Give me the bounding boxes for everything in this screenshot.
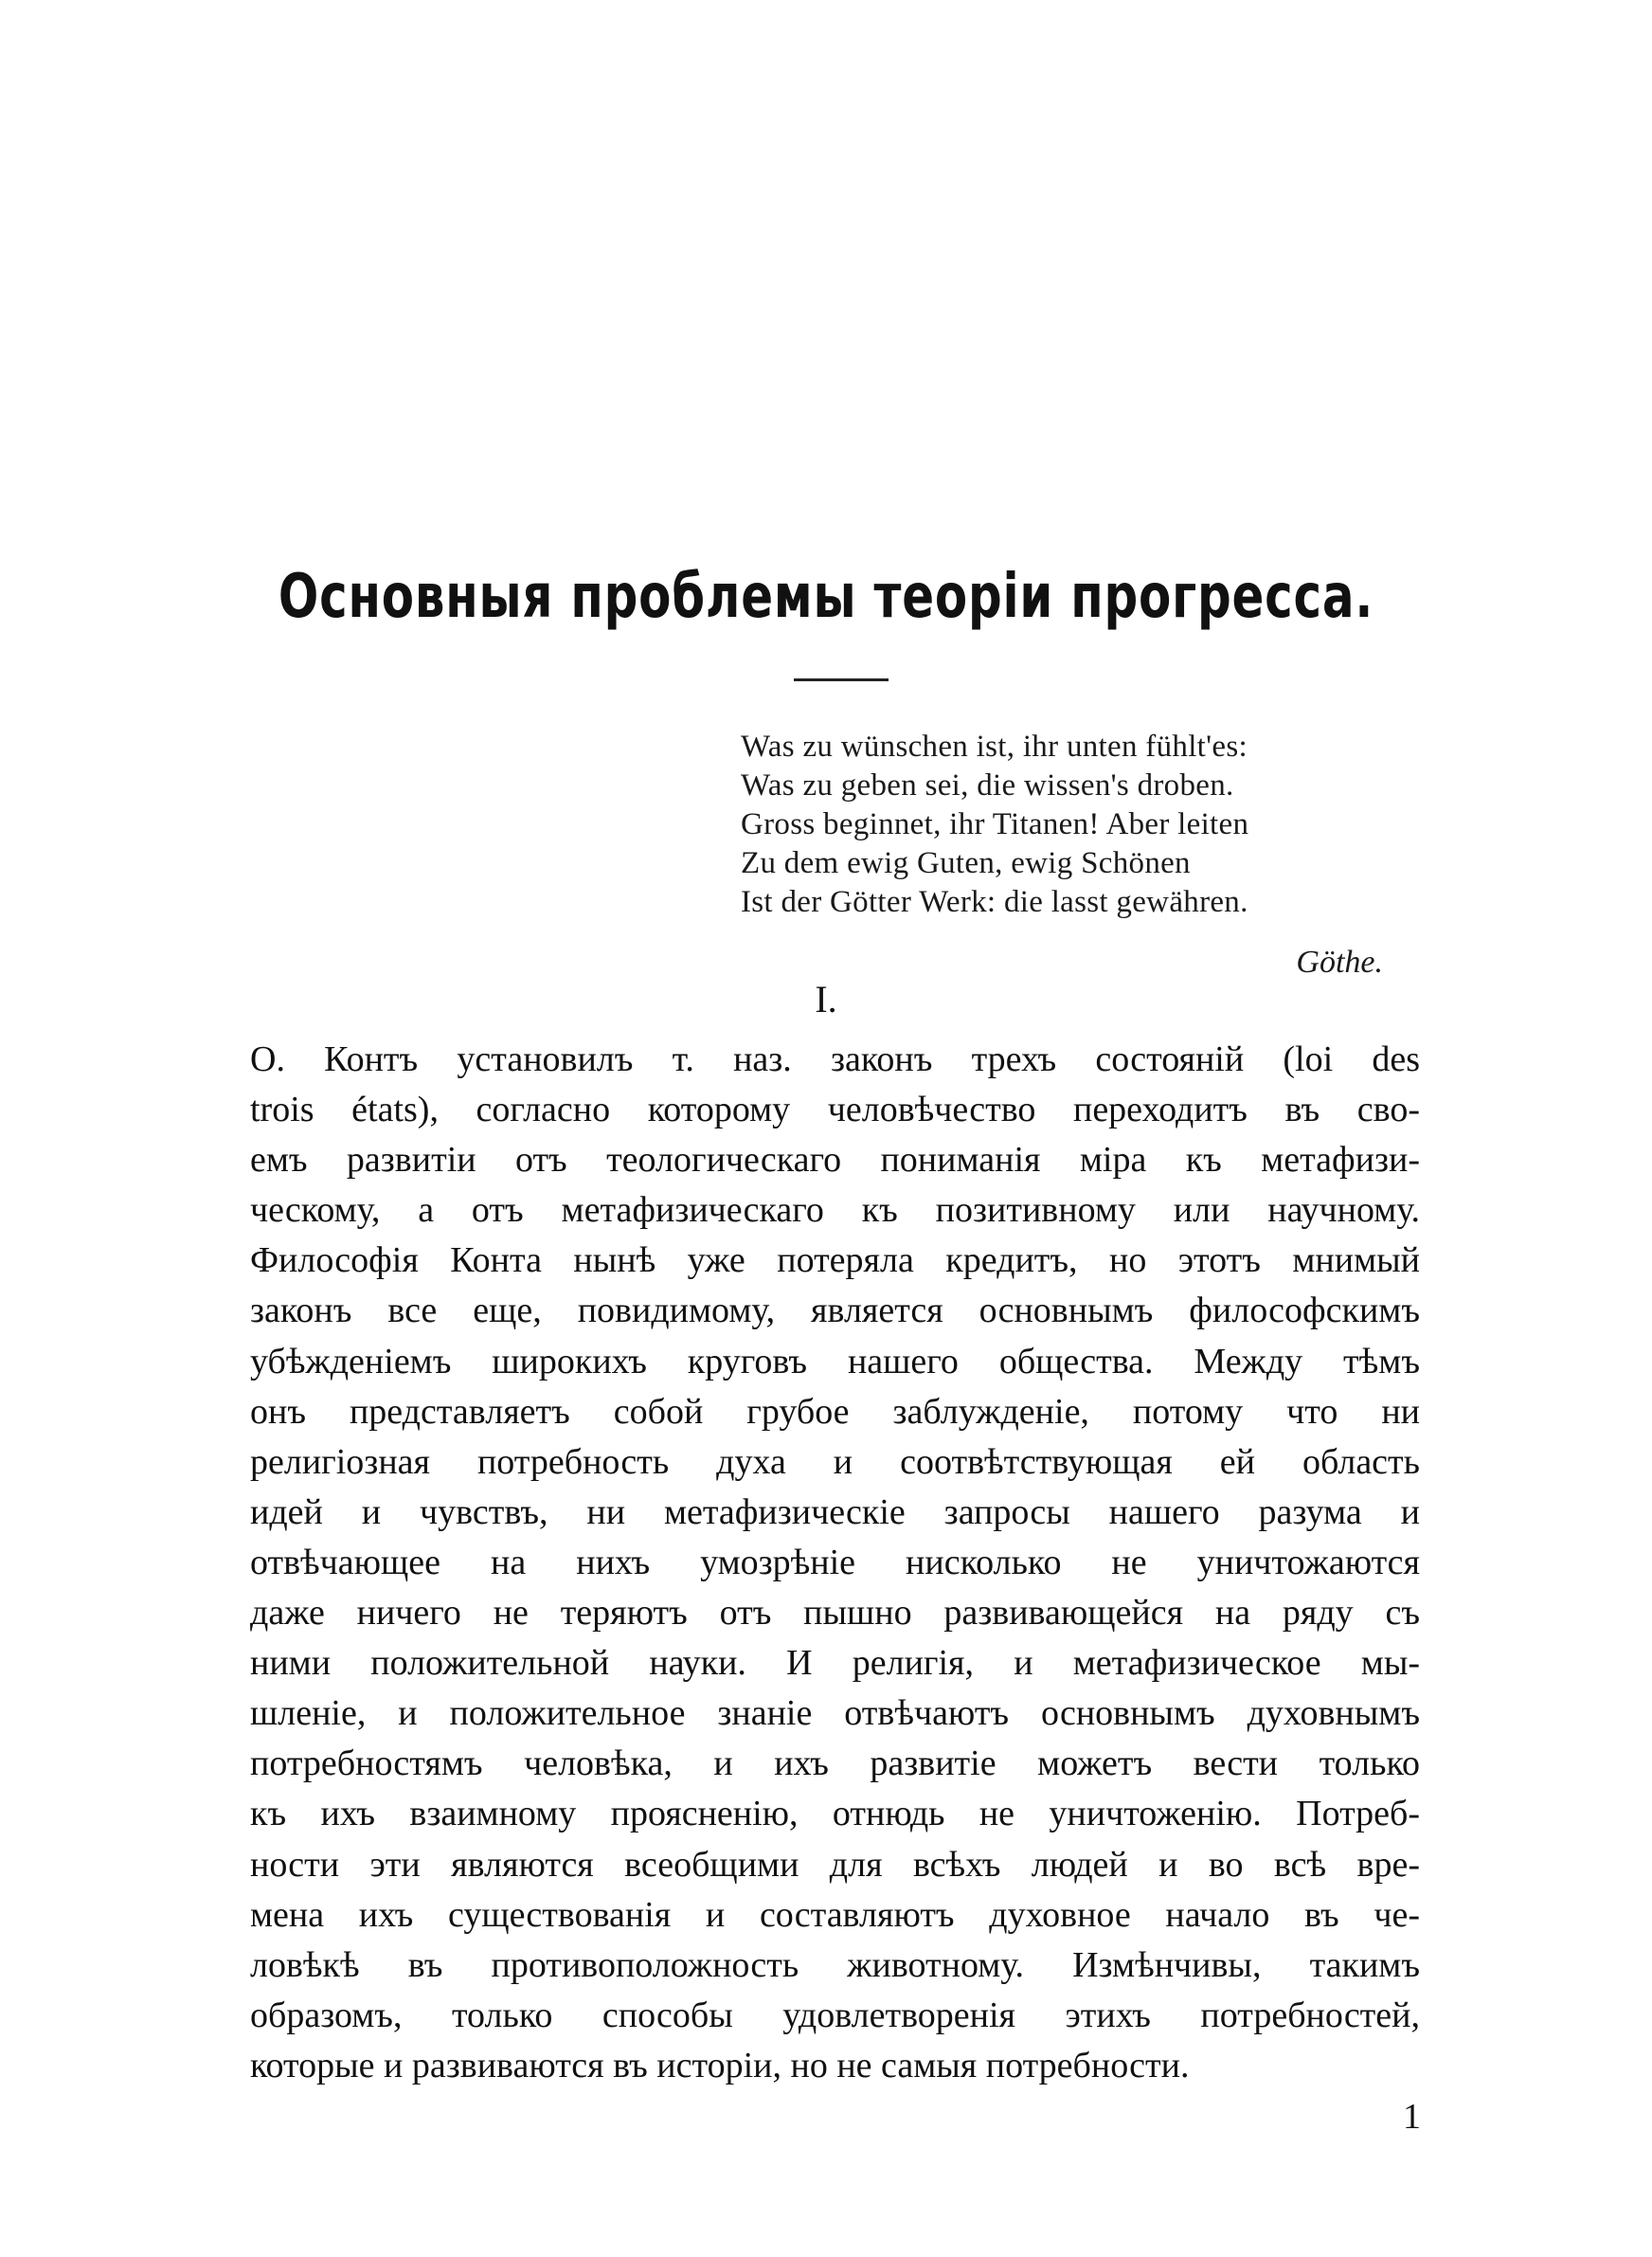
title-divider	[794, 678, 889, 681]
body-line: ними положительной науки. И религія, и метафизическое мы-	[250, 1643, 1420, 1684]
epigraph-author: Göthe.	[1296, 945, 1383, 980]
body-paragraph	[250, 1035, 1420, 2091]
body-line: ловѣкѣ въ противоположность животному. Измѣнчивы, такимъ	[250, 1944, 1420, 1985]
section-number: I.	[815, 978, 837, 1020]
body-line: даже ничего не теряютъ отъ пышно развивающейся на ряду съ	[250, 1593, 1420, 1634]
body-line: О. Контъ установилъ т. наз. законъ трехъ состояній (loi des	[250, 1039, 1420, 1079]
body-line: которые и развиваются въ исторіи, но не самыя потребности.	[250, 2045, 1190, 2085]
body-line: емъ развитіи отъ теологическаго пониманія міра къ метафизи-	[250, 1140, 1420, 1181]
body-line: мена ихъ существованія и составляютъ духовное начало въ че-	[250, 1894, 1420, 1935]
epigraph-line: Was zu wünschen ist, ihr unten fühlt'es:	[741, 730, 1248, 764]
body-line: trois états), согласно которому человѣчество переходитъ въ сво-	[250, 1090, 1420, 1130]
body-line: отвѣчающее на нихъ умозрѣніе нисколько не уничтожаются	[250, 1542, 1420, 1582]
epigraph-line: Ist der Götter Werk: die lasst gewähren.	[741, 885, 1248, 919]
body-line: убѣжденіемъ широкихъ круговъ нашего общества. Между тѣмъ	[250, 1341, 1420, 1381]
page-number: 1	[1403, 2097, 1421, 2137]
epigraph-line: Gross beginnet, ihr Titanen! Aber leiten	[741, 807, 1249, 841]
body-line: религіозная потребность духа и соотвѣтствующая ей область	[250, 1441, 1420, 1482]
epigraph-line: Zu dem ewig Guten, ewig Schönen	[741, 846, 1191, 880]
body-line: ности эти являются всеобщими для всѣхъ людей и во всѣ вре-	[250, 1844, 1420, 1885]
page-title: Основныя проблемы теоріи прогресса.	[278, 562, 1374, 632]
body-line: образомъ, только способы удовлетворенія этихъ потребностей,	[250, 1995, 1420, 2035]
body-line: идей и чувствъ, ни метафизическіе запросы нашего разума и	[250, 1491, 1420, 1532]
epigraph	[741, 728, 1423, 922]
body-line: Философія Конта нынѣ уже потеряла кредитъ, но этотъ мнимый	[250, 1240, 1420, 1281]
body-line: ческому, а отъ метафизическаго къ позитивному или научному.	[250, 1190, 1420, 1231]
body-line: шленіе, и положительное знаніе отвѣчаютъ основнымъ духовнымъ	[250, 1693, 1420, 1734]
body-line: онъ представляетъ собой грубое заблужденіе, потому что ни	[250, 1391, 1420, 1432]
epigraph-line: Was zu geben sei, die wissen's droben.	[741, 768, 1234, 803]
body-line: потребностямъ человѣка, и ихъ развитіе можетъ вести только	[250, 1743, 1420, 1784]
body-line: законъ все еще, повидимому, является основнымъ философскимъ	[250, 1291, 1420, 1331]
body-line: къ ихъ взаимному проясненію, отнюдь не уничтоженію. Потреб-	[250, 1794, 1420, 1834]
